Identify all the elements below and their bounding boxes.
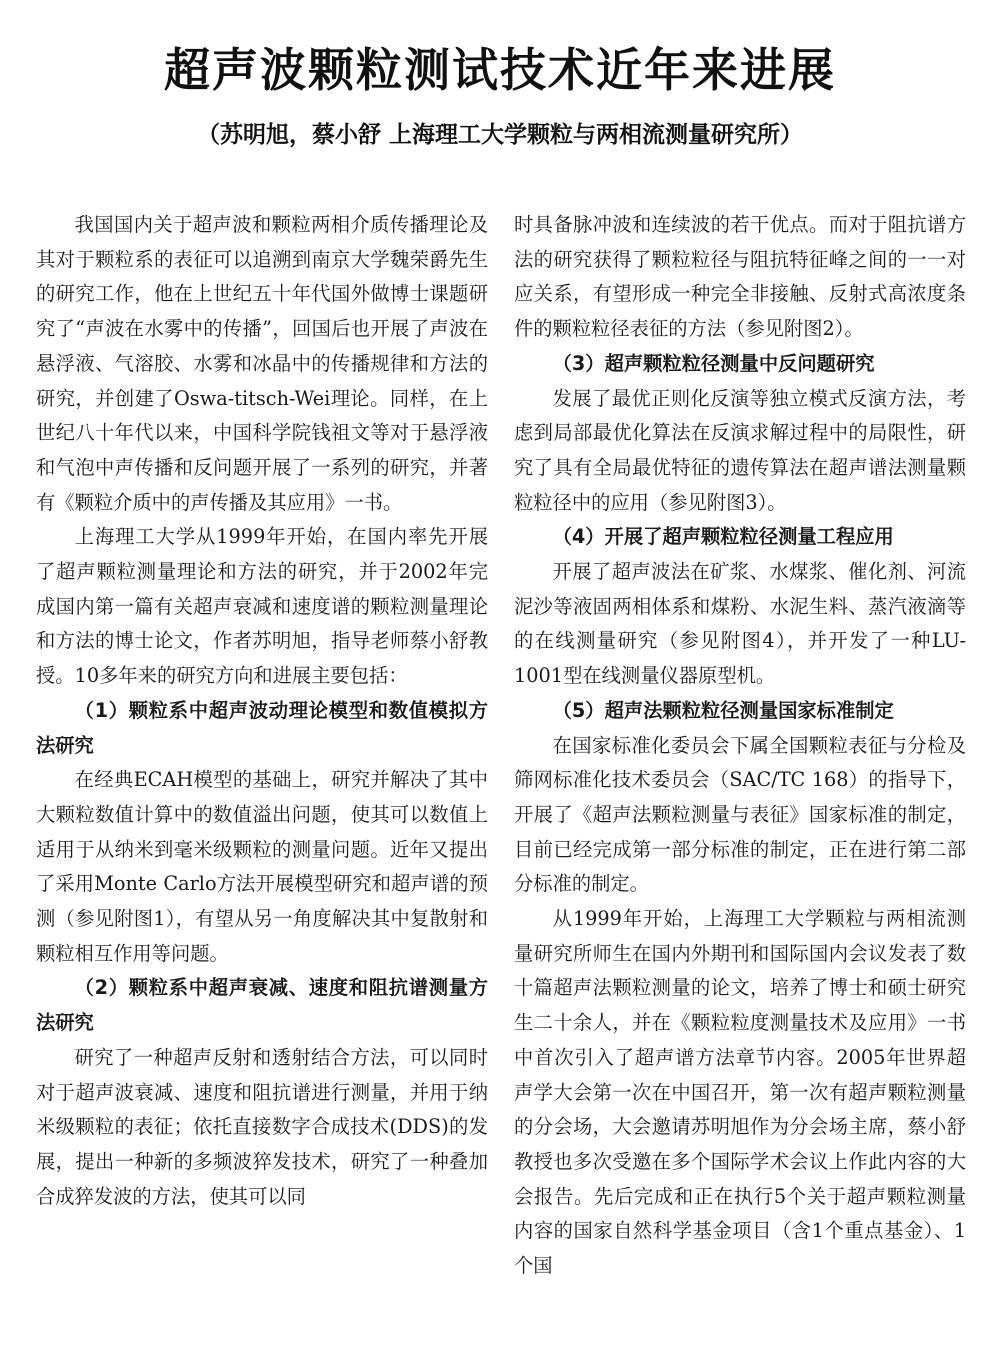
paragraph-engineering: 开展了超声波法在矿浆、水煤浆、催化剂、河流泥沙等液固两相体系和煤粉、水泥生料、蒸汽液滴等的在线测量研究（参见附图4），并开发了一种LU-1001型在线测量仪器原型机。 [514, 560, 966, 688]
paragraph-history: 我国国内关于超声波和颗粒两相介质传播理论及其对于颗粒系的表征可以追溯到南京大学魏荣爵先生的研究工作，他在上世纪五十年代国外做博士课题研究了“声波在水雾中的传播”，回国后也开展了声波在悬浮液、气溶胶、水雾和冰晶中的传播规律和方法的研究，并创建了Oswa-titsch-Wei理论。同样，在上世纪八十年代以来，中国科学院钱祖文等对于悬浮液和气泡中声传播和反问题开展了一系列的研究，并著有《颗粒介质中的声传播及其应用》一书。 [36, 213, 488, 514]
section-heading-1: （1）颗粒系中超声波动理论模型和数值模拟方法研究 [36, 698, 488, 757]
article-authors: （苏明旭，蔡小舒 上海理工大学颗粒与两相流测量研究所） [196, 122, 803, 148]
section-heading-2: （2）颗粒系中超声衰减、速度和阻抗谱测量方法研究 [36, 976, 488, 1035]
section-heading-5: （5）超声法颗粒粒径测量国家标准制定 [552, 698, 894, 722]
left-column [36, 208, 488, 1338]
paragraph-model-research: 在经典ECAH模型的基础上，研究并解决了其中大颗粒数值计算中的数值溢出问题，使其可以数值上适用于从纳米到毫米级颗粒的测量问题。近年又提出了采用Monte Carlo方法开展模型研究和超声谱的预测（参见附图1），有望从另一角度解决其中复散射和颗粒相互作用等问题。 [36, 768, 488, 965]
paragraph-standards: 在国家标准化委员会下属全国颗粒表征与分检及筛网标准化技术委员会（SAC/TC 168）的指导下，开展了《超声法颗粒测量与表征》国家标准的制定，目前已经完成第一部分标准的制定，正在进行第二部分标准的制定。 [514, 733, 966, 896]
right-column [514, 208, 966, 1338]
paragraph-inverse-problem: 发展了最优正则化反演等独立模式反演方法，考虑到局部最优化算法在反演求解过程中的局限性，研究了具有全局最优特征的遗传算法在超声谱法测量颗粒粒径中的应用（参见附图3）。 [514, 386, 966, 514]
section-heading-4: （4）开展了超声颗粒粒径测量工程应用 [552, 525, 894, 549]
paragraph-spectrum-continued: 时具备脉冲波和连续波的若干优点。而对于阻抗谱方法的研究获得了颗粒粒径与阻抗特征峰之间的一一对应关系，有望形成一种完全非接触、反射式高浓度条件的颗粒粒径表征的方法（参见附图2）。 [514, 213, 966, 341]
article-title: 超声波颗粒测试技术近年来进展 [164, 43, 836, 97]
paragraph-spectrum-methods: 研究了一种超声反射和透射结合方法，可以同时对于超声波衰减、速度和阻抗谱进行测量，并用于纳米级颗粒的表征；依托直接数字合成技术(DDS)的发展，提出一种新的多频波猝发技术，研究了一种叠加合成猝发波的方法，使其可以同 [36, 1045, 488, 1208]
paragraph-usst-start: 上海理工大学从1999年开始，在国内率先开展了超声颗粒测量理论和方法的研究，并于2002年完成国内第一篇有关超声衰减和速度谱的颗粒测量理论和方法的博士论文，作者苏明旭，指导老师蔡小舒教授。10多年来的研究方向和进展主要包括： [36, 525, 488, 688]
paragraph-achievements: 从1999年开始，上海理工大学颗粒与两相流测量研究所师生在国内外期刊和国际国内会议发表了数十篇超声法颗粒测量的论文，培养了博士和硕士研究生二十余人，并在《颗粒粒度测量技术及应用》一书中首次引入了超声谱方法章节内容。2005年世界超声学大会第一次在中国召开，第一次有超声颗粒测量的分会场，大会邀请苏明旭作为分会场主席，蔡小舒教授也多次受邀在多个国际学术会议上作此内容的大会报告。先后完成和正在执行5个关于超声颗粒测量内容的国家自然科学基金项目（含1个重点基金）、1个国 [514, 907, 966, 1278]
section-heading-3: （3）超声颗粒粒径测量中反问题研究 [552, 351, 875, 375]
